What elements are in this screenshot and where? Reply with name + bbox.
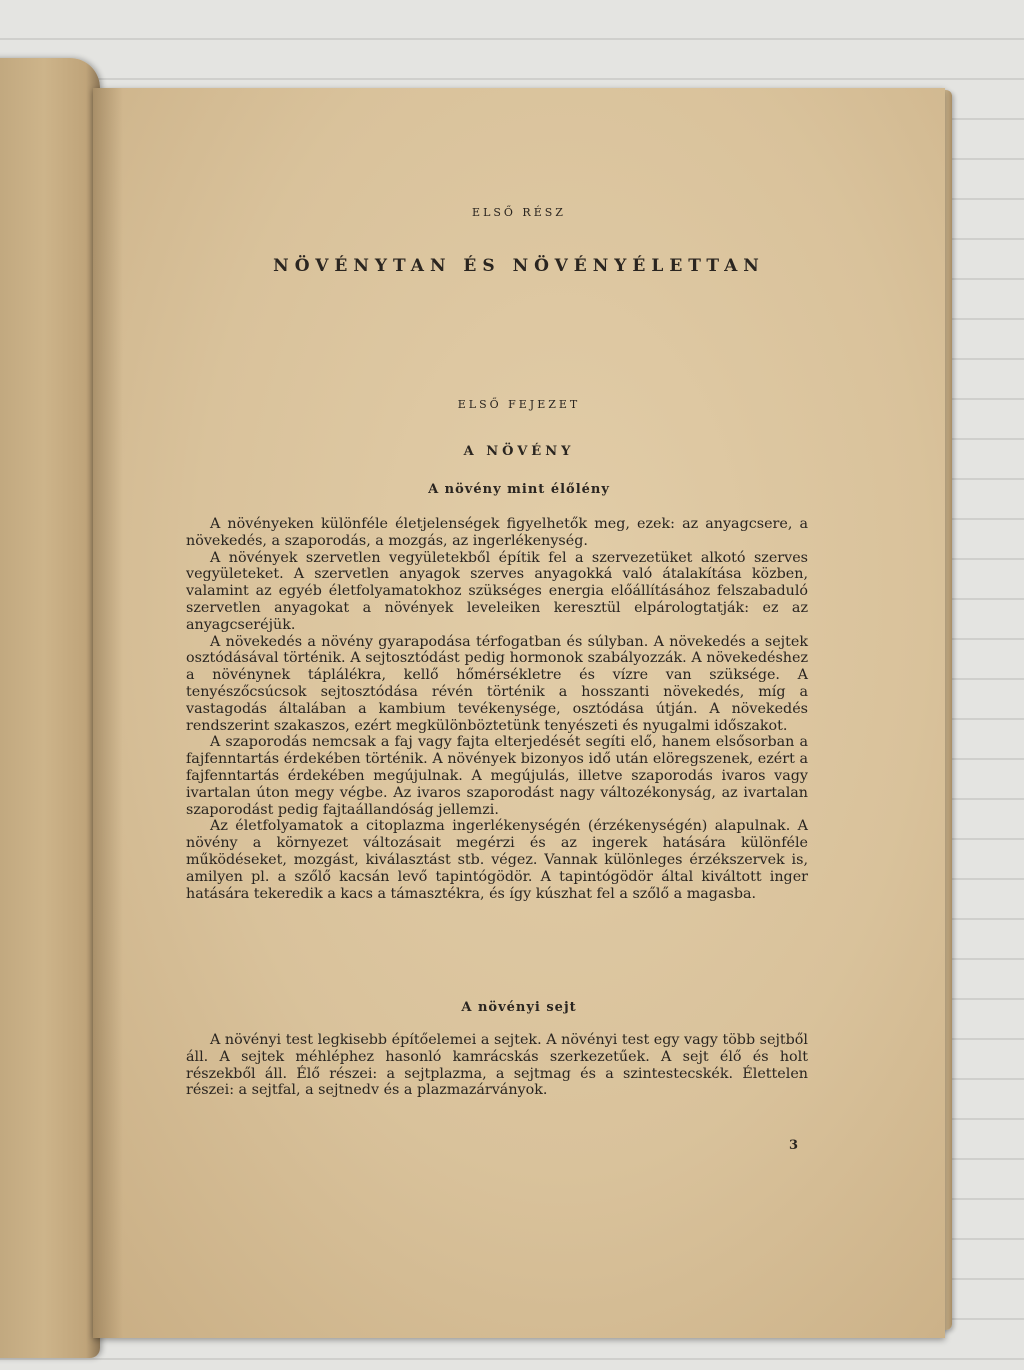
paragraph: A növények szervetlen vegyületekből építik fel a szervezetüket alkotó szerves vegyületeket. A szervetlen anyagok szerves anyagokká való átalakítása közben, valamint az egyéb életfolyamatokhoz szükséges energia előállításához felszabaduló szervetlen anyagokat a növények leveleiken keresztül elpárologtatják: ez az anyagcseréjük. [186,549,808,633]
paragraph: Az életfolyamatok a citoplazma ingerlékenységén (érzékenységén) alapulnak. A növény a környezet változásait megérzi és az ingerek hatására különféle működéseket, mozgást, kiválasztást stb. végez. Vannak különleges érzékszervek is, amilyen pl. a szőlő kacsán levő tapintógödör. A tapintógödör által kiváltott inger hatására tekeredik a kacs a támasztékra, és így kúszhat fel a szőlő a magasba. [186,818,808,902]
paragraph: A szaporodás nemcsak a faj vagy fajta elterjedését segíti elő, hanem elsősorban a fajfenntartás érdekében történik. A növények bizonyos idő után elöregszenek, ezért a fajfenntartás érdekében megújulnak. A megújulás, illetve szaporodás ivaros vagy ivartalan úton megy végbe. Az ivaros szaporodást nagy változékonyság, az ivartalan szaporodást pedig fajtaállandóság jellemzi. [186,734,808,818]
section-title-plant-as-organism: A növény mint élőlény [428,482,610,497]
chapter-label: ELSŐ FEJEZET [457,398,581,411]
section-title-plant-cell: A növényi sejt [461,1000,577,1015]
left-page-edge [0,58,100,1358]
paragraph: A növekedés a növény gyarapodása térfogatban és súlyban. A növekedés a sejtek osztódásával történik. A sejtosztódást pedig hormonok szabályozzák. A növekedéshez a növénynek táplálékra, kellő hőmérsékletre és vízre van szüksége. A tenyészőcsúcsok sejtosztódása révén történik a hosszanti növekedés, míg a vastagodás általában a kambium tevékenysége, osztódása útján. A növekedés rendszerint szakaszos, ezért megkülönböztetünk tenyészeti és nyugalmi időszakot. [186,633,808,734]
part-label: ELSŐ RÉSZ [472,206,566,219]
section-body-plant-as-organism [186,516,808,902]
book-page [93,88,945,1338]
chapter-title: A NÖVÉNY [463,444,575,459]
paragraph: A növényeken különféle életjelenségek figyelhetők meg, ezek: az anyagcsere, a növekedés, a szaporodás, a mozgás, az ingerlékenység. [186,516,808,549]
paragraph: A növényi test legkisebb építőelemei a sejtek. A növényi test egy vagy több sejtből áll. A sejtek méhléphez hasonló kamrácskás szerkezetűek. A sejt élő és holt részekből áll. Élő részei: a sejtplazma, a sejtmag és a szintestecskék. Élettelen részei: a sejtfal, a sejtnedv és a plazmazárványok. [186,1032,808,1099]
part-title: NÖVÉNYTAN ÉS NÖVÉNYÉLETTAN [273,256,765,276]
page-number: 3 [789,1138,799,1153]
section-body-plant-cell [186,1032,808,1099]
